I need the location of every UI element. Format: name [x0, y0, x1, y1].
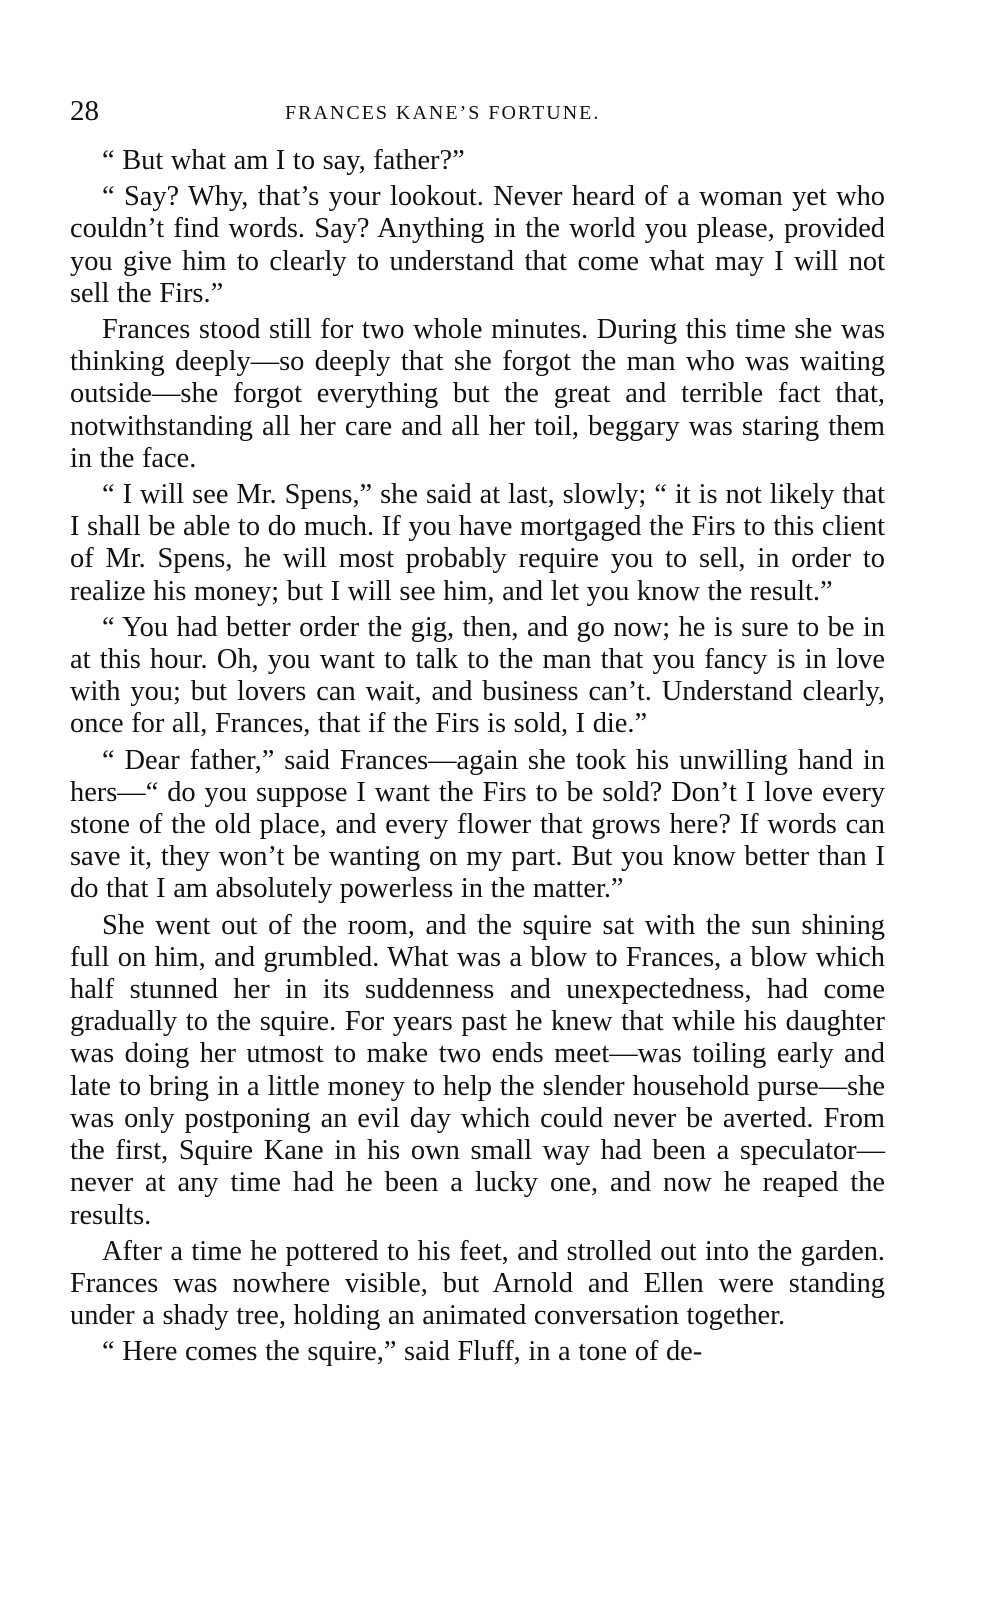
body-text	[70, 145, 885, 1369]
paragraph: After a time he pottered to his feet, and strolled out into the garden. Frances was nowhere visible, but Arnold and Ellen were standing under a shady tree, holding an animated conversation together.	[70, 1235, 885, 1332]
paragraph: “ Say? Why, that’s your lookout. Never heard of a woman yet who couldn’t find words. Say? Anything in the world you please, provided you give him to clearly to understand that come what may I will not sell the Firs.”	[70, 181, 885, 309]
running-head	[70, 95, 885, 145]
paragraph: Frances stood still for two whole minutes. During this time she was thinking deeply—so deeply that she forgot the man who was waiting outside—she forgot everything but the great and terrible fact that, notwithstanding all her care and all her toil, beggary was staring them in the face.	[70, 314, 885, 474]
running-title: FRANCES KANE’S FORTUNE.	[285, 102, 601, 124]
paragraph: “ Dear father,” said Frances—again she took his unwilling hand in hers—“ do you suppose I want the Firs to be sold? Don’t I love every stone of the old place, and every flower that grows here? If words can save it, they won’t be wanting on my part. But you know better than I do that I am absolutely powerless in the matter.”	[70, 744, 885, 905]
book-page	[70, 95, 885, 1373]
paragraph: “ You had better order the gig, then, and go now; he is sure to be in at this hour. Oh, you want to talk to the man that you fancy is in love with you; but lovers can wait, and business can’t. Understand clearly, once for all, Frances, that if the Firs is sold, I die.”	[70, 611, 885, 740]
paragraph: She went out of the room, and the squire sat with the sun shining full on him, and grumbled. What was a blow to Frances, a blow which half stunned her in its suddenness and unexpectedness, had come gradually to the squire. For years past he knew that while his daughter was doing her utmost to make two ends meet—was toiling early and late to bring in a little money to help the slender household purse—she was only postponing an evil day which could never be averted. From the first, Squire Kane in his own small way had been a speculator—never at any time had he been a lucky one, and now he reaped the results.	[70, 909, 885, 1231]
paragraph: “ Here comes the squire,” said Fluff, in a tone of de-	[102, 1336, 703, 1368]
paragraph: “ But what am I to say, father?”	[102, 145, 465, 176]
page-number: 28	[70, 95, 99, 127]
paragraph: “ I will see Mr. Spens,” she said at last, slowly; “ it is not likely that I shall be able to do much. If you have mortgaged the Firs to this client of Mr. Spens, he will most probably require you to sell, in order to realize his money; but I will see him, and let you know the result.”	[70, 479, 885, 607]
